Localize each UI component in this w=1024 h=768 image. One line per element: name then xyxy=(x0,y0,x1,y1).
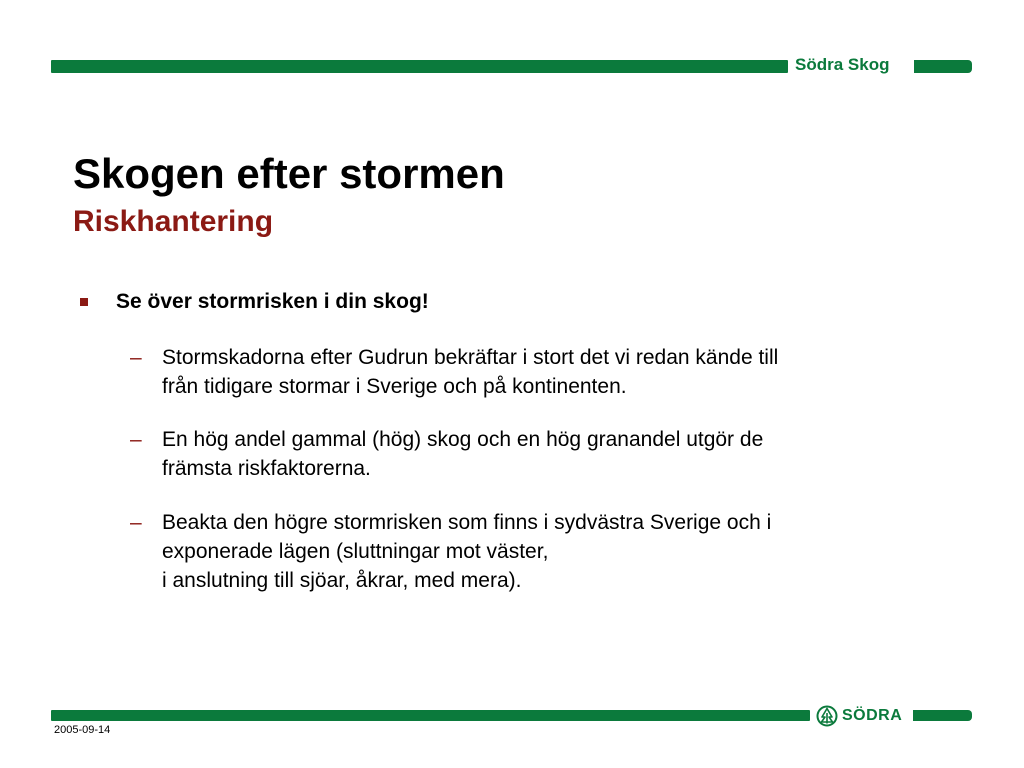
header-bar-left xyxy=(51,60,788,73)
sub-bullet-3 xyxy=(130,508,930,595)
sub-bullet-line: i anslutning till sjöar, åkrar, med mera). xyxy=(162,569,522,592)
header-bar-right xyxy=(914,60,972,73)
footer-logo xyxy=(816,704,902,728)
sub-bullet-line: främsta riskfaktorerna. xyxy=(162,457,371,480)
sub-bullet-line: En hög andel gammal (hög) skog och en hög granandel utgör de xyxy=(162,428,764,451)
sub-bullet-line: Beakta den högre stormrisken som finns i sydvästra Sverige och i xyxy=(162,511,772,534)
sub-bullet-text xyxy=(162,425,930,483)
sub-bullet-line: exponerade lägen (sluttningar mot väster, xyxy=(162,540,549,563)
header-brand-text: Södra Skog xyxy=(795,55,890,74)
sub-bullet-line: Stormskadorna efter Gudrun bekräftar i stort det vi redan kände till xyxy=(162,346,779,369)
footer-bar-left xyxy=(51,710,810,721)
sub-bullet-2 xyxy=(130,425,930,483)
square-bullet-icon xyxy=(80,298,88,306)
sub-bullet-text xyxy=(162,343,930,401)
footer-logo-text: SÖDRA xyxy=(842,707,903,724)
sub-bullet-1 xyxy=(130,343,930,401)
dash-bullet-icon: – xyxy=(130,346,142,369)
footer-date: 2005-09-14 xyxy=(54,724,111,736)
sodra-tree-logo-icon xyxy=(816,705,838,727)
footer-bar-right xyxy=(913,710,972,721)
dash-bullet-icon: – xyxy=(130,511,142,534)
main-bullet-text: Se över stormrisken i din skog! xyxy=(116,290,429,313)
sub-bullet-line: från tidigare stormar i Sverige och på kontinenten. xyxy=(162,375,627,398)
main-bullet xyxy=(80,290,429,314)
sub-bullet-text xyxy=(162,508,930,595)
slide-title: Skogen efter stormen xyxy=(73,150,505,197)
slide-subtitle: Riskhantering xyxy=(73,205,274,238)
dash-bullet-icon: – xyxy=(130,428,142,451)
